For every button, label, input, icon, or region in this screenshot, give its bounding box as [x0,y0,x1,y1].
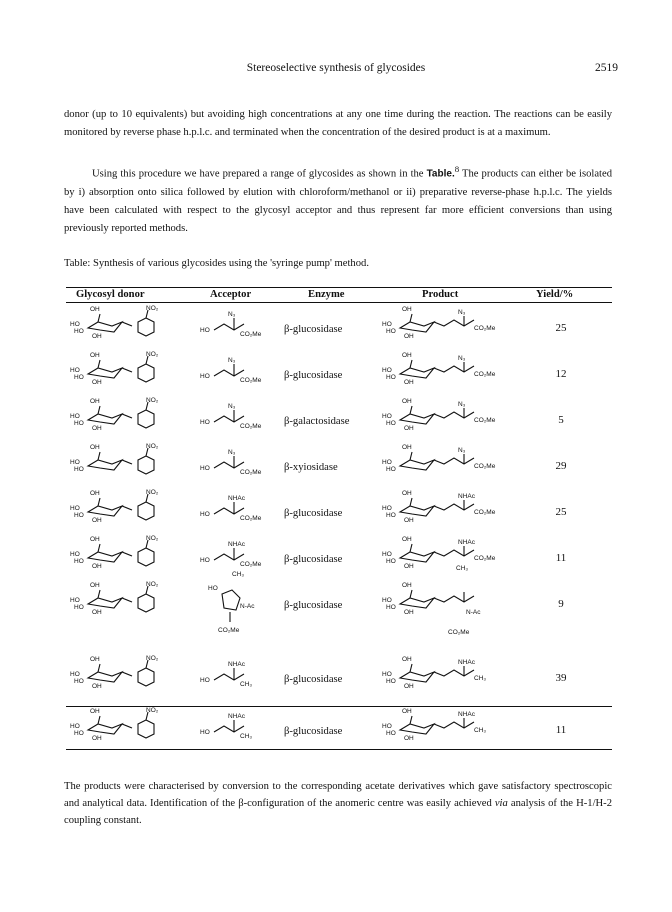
acceptor-structure [200,304,290,348]
paragraph-2 [64,160,612,238]
donor-label: NO₂ [146,305,159,312]
product-label: N₃ [458,401,466,408]
donor-ring [88,414,122,424]
product-structure [382,350,532,394]
product-aglycone-chain [434,596,474,602]
table-row [66,534,612,578]
donor-label: HO [74,558,84,565]
donor-label: HO [70,367,80,374]
product-label: OH [404,379,414,386]
product-ring [400,724,434,734]
donor-structure [66,442,186,486]
product-c6-bond [410,360,412,368]
acceptor-label: HO [200,677,210,684]
donor-label: OH [92,683,102,690]
yield-cell: 39 [555,672,567,684]
product-label: N₃ [458,447,466,454]
acceptor-structure [200,706,290,748]
table-row [66,580,612,652]
paragraph-1: donor (up to 10 equivalents) but avoiding high concentrations at any one time during the reaction. The reactions can be easily monitored by reverse phase h.p.l.c. and terminated when the concentration of the desired product is at a maximum. [64,109,612,138]
donor-label: HO [74,466,84,473]
product-ring [400,460,434,470]
donor-label: HO [70,505,80,512]
product-structure [382,488,532,532]
donor-glycosidic-bond [122,368,132,372]
product-label: CH₃ [456,565,469,572]
product-structure [382,442,532,486]
acceptor-label: CO₂Me [240,331,262,338]
acceptor-label: NHAc [228,495,245,502]
acceptor-backbone [214,370,244,376]
donor-structure [66,706,186,748]
acceptor-label: N-Ac [240,603,255,610]
acceptor-label: HO [200,511,210,518]
enzyme-cell: β-glucosidase [284,674,343,685]
product-aglycone-chain [434,320,474,326]
product-label: CO₂Me [448,629,470,636]
donor-label: NO₂ [146,581,159,588]
product-label: NHAc [458,711,475,718]
header-acceptor: Acceptor [210,289,252,300]
acceptor-label: CO₂Me [240,377,262,384]
donor-label: HO [74,374,84,381]
header-enzyme: Enzyme [308,289,345,300]
donor-label: HO [70,723,80,730]
enzyme-cell: β-glucosidase [284,508,343,519]
product-label: CO₂Me [474,509,496,516]
donor-label: HO [74,328,84,335]
product-label: OH [402,444,412,451]
product-label: OH [402,656,412,663]
donor-label: OH [90,444,100,451]
product-label: HO [386,604,396,611]
donor-structure [66,350,186,394]
acceptor-structure [200,654,290,702]
acceptor-label: CH₃ [232,571,245,578]
donor-label: OH [92,379,102,386]
product-label: OH [402,352,412,359]
donor-label: NO₂ [146,351,159,358]
donor-glycosidic-bond [122,672,132,676]
acceptor-structure [200,442,290,486]
product-label: HO [386,730,396,737]
donor-c6-bond [98,590,100,598]
table-row [66,706,612,748]
page-number: 2519 [595,62,618,74]
product-label: HO [386,678,396,685]
donor-phenyl-ring [138,720,154,738]
product-c6-bond [410,664,412,672]
donor-label: HO [70,551,80,558]
donor-ring [88,672,122,682]
product-aglycone-chain [434,504,474,510]
yield-cell: 9 [558,598,564,610]
product-label: HO [382,413,392,420]
donor-glycosidic-bond [122,552,132,556]
donor-glycosidic-bond [122,414,132,418]
donor-label: HO [70,671,80,678]
paragraph-procedure [64,160,612,238]
donor-ring [88,460,122,470]
acceptor-label: CH₃ [240,733,253,740]
product-ring [400,414,434,424]
product-label: OH [404,735,414,742]
donor-ring [88,368,122,378]
product-label: CO₂Me [474,417,496,424]
product-ring [400,368,434,378]
product-label: HO [386,374,396,381]
table-caption: Table: Synthesis of various glycosides using the 'syringe pump' method. [64,258,369,269]
donor-label: NO₂ [146,707,159,714]
product-label: CO₂Me [474,371,496,378]
donor-label: HO [70,459,80,466]
product-label: OH [404,333,414,340]
donor-structure [66,396,186,440]
product-label: N₃ [458,309,466,316]
running-title: Stereoselective synthesis of glycosides [246,62,426,74]
donor-structure [66,304,186,348]
product-aglycone-chain [434,458,474,464]
product-label: HO [382,671,392,678]
donor-phenyl-ring [138,410,154,428]
donor-label: HO [70,413,80,420]
donor-ring [88,552,122,562]
product-label: OH [404,563,414,570]
yield-cell: 25 [555,322,567,334]
acceptor-label: CO₂Me [240,423,262,430]
donor-label: HO [74,420,84,427]
header-glycosyl-donor: Glycosyl donor [76,289,145,300]
acceptor-backbone [214,554,244,560]
product-ring [400,598,434,608]
product-ring [400,506,434,516]
donor-ring [88,322,122,332]
product-label: HO [382,505,392,512]
table-row [66,350,612,394]
paragraph-2-end: The products can either be isolated by i) absorption onto silica followed by elution with chloroform/methanol or ii) preparative reverse-phase h.p.l.c. The yields have been calculated with respect to the glycosyl acceptor and thus represent far more efficient conversions than using previously reported methods. [64,168,612,234]
acceptor-label: HO [200,465,210,472]
donor-label: OH [90,306,100,313]
paragraph-characterisation [64,778,612,829]
donor-ring [88,506,122,516]
yield-cell: 5 [558,414,564,426]
donor-ring [88,724,122,734]
acceptor-label: NHAc [228,713,245,720]
acceptor-structure [200,350,290,394]
donor-glycosidic-bond [122,460,132,464]
product-structure [382,580,532,652]
product-c6-bond [410,716,412,724]
product-label: OH [402,708,412,715]
paragraph-2-start: Using this procedure we have prepared a range of glycosides as shown in the [92,168,427,180]
product-aglycone-chain [434,412,474,418]
product-c6-bond [410,406,412,414]
enzyme-cell: β-glucosidase [284,600,343,611]
product-aglycone-chain [434,366,474,372]
acceptor-structure [200,488,290,532]
donor-label: OH [92,333,102,340]
product-c6-bond [410,544,412,552]
acceptor-backbone [214,324,244,330]
enzyme-cell: β-galactosidase [284,416,350,427]
donor-label: OH [90,352,100,359]
product-label: OH [402,582,412,589]
product-c6-bond [410,452,412,460]
product-c6-bond [410,498,412,506]
acceptor-structure [200,580,290,652]
product-label: OH [404,425,414,432]
donor-structure [66,580,186,652]
donor-c6-bond [98,314,100,322]
yield-cell: 12 [555,368,567,380]
donor-c6-bond [98,498,100,506]
donor-label: OH [90,490,100,497]
acceptor-backbone [214,726,244,732]
table-top-rule [66,287,612,288]
product-label: N₃ [458,355,466,362]
product-label: CO₂Me [474,325,496,332]
table-reference[interactable]: Table. [426,168,455,180]
product-label: N-Ac [466,609,481,616]
donor-c6-bond [98,716,100,724]
acceptor-pyrrolidine-ring [222,590,240,610]
acceptor-structure [200,396,290,440]
product-structure [382,304,532,348]
donor-label: OH [92,563,102,570]
enzyme-cell: β-glucosidase [284,726,343,737]
product-structure [382,396,532,440]
acceptor-label: CO₂Me [240,469,262,476]
product-label: CO₂Me [474,463,496,470]
enzyme-cell: β-xyiosidase [284,462,338,473]
product-label: OH [404,517,414,524]
donor-label: OH [90,656,100,663]
acceptor-label: NHAc [228,661,245,668]
product-label: HO [386,512,396,519]
table-bottom-rule [66,749,612,750]
acceptor-label: HO [200,327,210,334]
table-row [66,654,612,702]
product-label: OH [402,398,412,405]
product-label: HO [382,723,392,730]
yield-cell: 11 [555,552,567,564]
donor-label: HO [74,604,84,611]
donor-structure [66,488,186,532]
product-label: CO₂Me [474,555,496,562]
donor-phenyl-ring [138,594,154,612]
donor-c6-bond [98,664,100,672]
product-ring [400,672,434,682]
product-label: HO [382,551,392,558]
enzyme-cell: β-glucosidase [284,554,343,565]
acceptor-label: CO₂Me [240,561,262,568]
product-label: OH [404,609,414,616]
product-c6-bond [410,590,412,598]
yield-cell: 29 [555,460,567,472]
product-ring [400,552,434,562]
donor-label: NO₂ [146,443,159,450]
paragraph-continued [64,106,612,142]
enzyme-cell: β-glucosidase [284,370,343,381]
enzyme-cell: β-glucosidase [284,324,343,335]
product-label: OH [402,490,412,497]
donor-label: NO₂ [146,655,159,662]
donor-structure [66,534,186,578]
product-aglycone-chain [434,670,474,676]
product-label: NHAc [458,493,475,500]
acceptor-label: HO [200,729,210,736]
product-c6-bond [410,314,412,322]
product-label: CH₃ [474,727,487,734]
yield-cell: 11 [555,724,567,736]
table-row [66,304,612,348]
donor-label: OH [90,398,100,405]
acceptor-label: HO [200,557,210,564]
donor-ring [88,598,122,608]
product-label: HO [382,459,392,466]
product-aglycone-chain [434,722,474,728]
product-label: HO [382,597,392,604]
product-label: HO [382,367,392,374]
product-label: HO [386,466,396,473]
product-label: OH [402,536,412,543]
donor-label: NO₂ [146,489,159,496]
table-header-rule [66,302,612,303]
donor-c6-bond [98,406,100,414]
donor-c6-bond [98,544,100,552]
page-header [0,62,672,78]
donor-c6-bond [98,360,100,368]
donor-phenyl-ring [138,502,154,520]
acceptor-label: N₃ [228,449,236,456]
acceptor-backbone [214,416,244,422]
donor-label: NO₂ [146,535,159,542]
footer-text-end: analysis of the H-1/H-2 coupling constant. [64,798,612,826]
donor-label: HO [74,512,84,519]
citation-8[interactable]: 8 [454,164,460,174]
acceptor-structure [200,534,290,578]
product-structure [382,534,532,578]
donor-structure [66,654,186,702]
donor-glycosidic-bond [122,322,132,326]
acceptor-label: N₃ [228,357,236,364]
acceptor-label: CO₂Me [218,627,240,634]
acceptor-label: NHAc [228,541,245,548]
product-label: OH [402,306,412,313]
donor-phenyl-ring [138,318,154,336]
donor-glycosidic-bond [122,598,132,602]
donor-label: OH [90,708,100,715]
donor-label: OH [92,609,102,616]
product-structure [382,654,532,702]
donor-label: HO [74,730,84,737]
donor-label: OH [90,536,100,543]
donor-label: OH [92,425,102,432]
donor-label: OH [92,517,102,524]
donor-label: HO [74,678,84,685]
donor-phenyl-ring [138,548,154,566]
header-yield: Yield/% [536,289,574,300]
acceptor-backbone [214,674,244,680]
donor-phenyl-ring [138,456,154,474]
header-product: Product [422,289,459,300]
acceptor-label: HO [200,419,210,426]
acceptor-backbone [214,462,244,468]
donor-glycosidic-bond [122,724,132,728]
table-row [66,396,612,440]
footer-text-start: The products were characterised by conversion to the corresponding acetate derivatives which gave satisfactory spectroscopic and analytical data. Identification of the β-configuration of the anomeric centre was easily achieved [64,781,612,809]
product-label: HO [386,328,396,335]
product-label: HO [382,321,392,328]
table-row [66,488,612,532]
donor-label: HO [70,321,80,328]
acceptor-backbone [214,508,244,514]
donor-label: HO [70,597,80,604]
product-label: HO [386,420,396,427]
product-label: OH [404,683,414,690]
product-structure [382,706,532,748]
product-label: NHAc [458,539,475,546]
footer-via: via [494,798,508,809]
acceptor-label: N₃ [228,311,236,318]
donor-phenyl-ring [138,364,154,382]
product-label: HO [386,558,396,565]
product-ring [400,322,434,332]
acceptor-label: CO₂Me [240,515,262,522]
acceptor-label: HO [208,585,218,592]
donor-label: OH [92,735,102,742]
acceptor-label: HO [200,373,210,380]
product-label: CH₃ [474,675,487,682]
donor-phenyl-ring [138,668,154,686]
yield-cell: 25 [555,506,567,518]
donor-glycosidic-bond [122,506,132,510]
product-aglycone-chain [434,550,474,556]
donor-c6-bond [98,452,100,460]
acceptor-label: CH₃ [240,681,253,688]
donor-label: NO₂ [146,397,159,404]
table-row [66,442,612,486]
acceptor-label: N₃ [228,403,236,410]
product-label: NHAc [458,659,475,666]
glycoside-table [66,284,612,754]
donor-label: OH [90,582,100,589]
